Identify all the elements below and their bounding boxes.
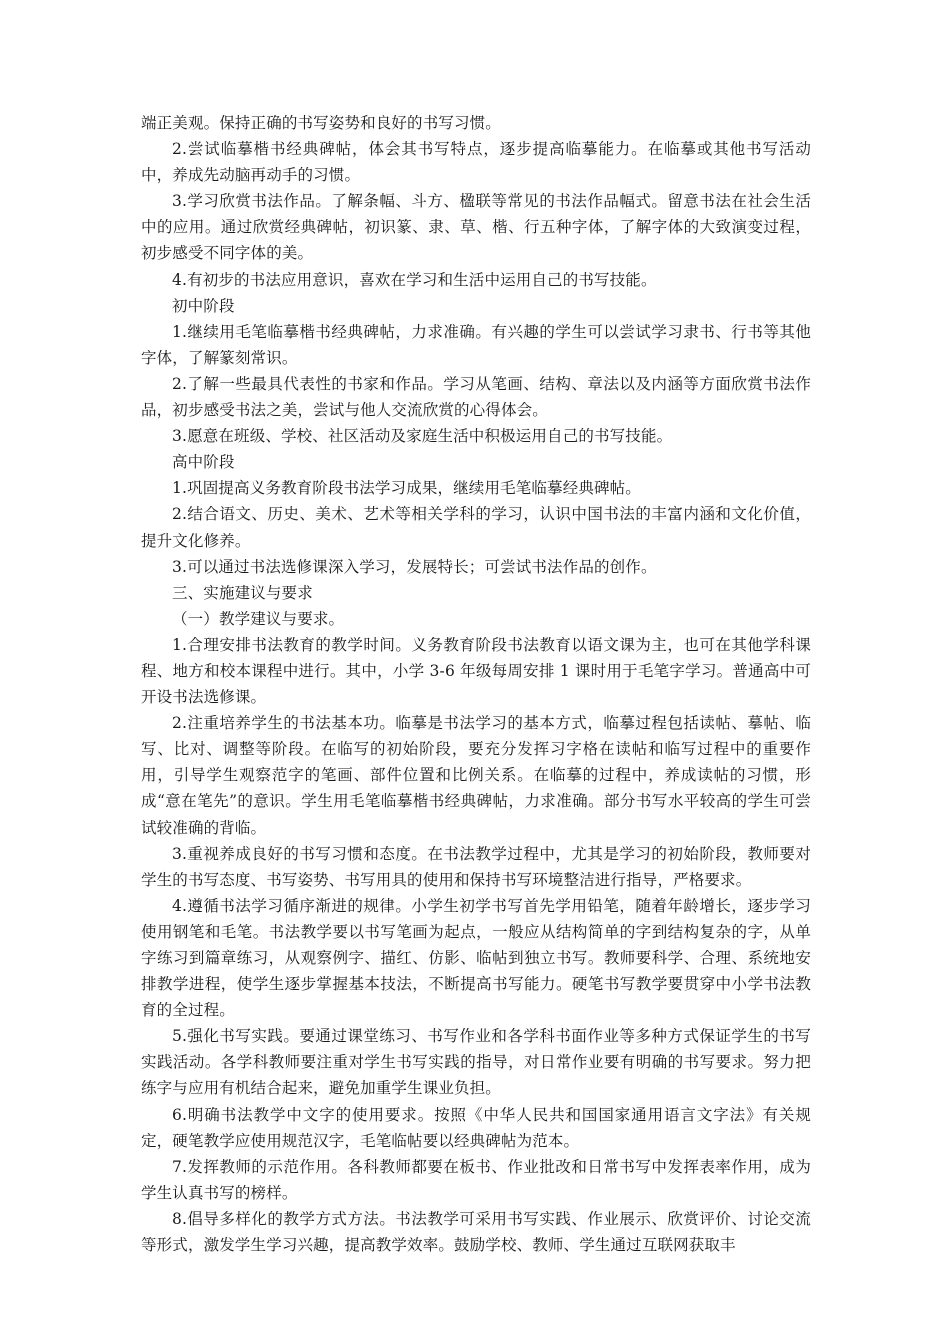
section-heading: 三、实施建议与要求 <box>172 583 313 602</box>
paragraph: 端正美观。保持正确的书写姿势和良好的书写习惯。 <box>141 114 501 132</box>
section-heading: 初中阶段 <box>172 296 235 315</box>
paragraph: 3.学习欣赏书法作品。了解条幅、斗方、楹联等常见的书法作品幅式。留意书法在社会生活中的应用。通过欣赏经典碑帖，初识篆、隶、草、楷、行五种字体，了解字体的大致演变过程，初步感受不同字体的美。 <box>141 192 811 263</box>
paragraph: 3.重视养成良好的书写习惯和态度。在书法教学过程中，尤其是学习的初始阶段，教师要对学生的书写态度、书写姿势、书写用具的使用和保持书写环境整洁进行指导，严格要求。 <box>141 844 811 889</box>
paragraph: 2.结合语文、历史、美术、艺术等相关学科的学习，认识中国书法的丰富内涵和文化价值，提升文化修养。 <box>141 505 811 550</box>
paragraph: 2.了解一些最具代表性的书家和作品。学习从笔画、结构、章法以及内涵等方面欣赏书法作品，初步感受书法之美，尝试与他人交流欣赏的心得体会。 <box>141 374 811 420</box>
paragraph: 1.继续用毛笔临摹楷书经典碑帖，力求准确。有兴趣的学生可以尝试学习隶书、行书等其他字体，了解篆刻常识。 <box>141 322 811 367</box>
paragraph: 1.巩固提高义务教育阶段书法学习成果，继续用毛笔临摹经典碑帖。 <box>172 479 641 498</box>
subsection-heading: （一）教学建议与要求。 <box>172 609 345 628</box>
paragraph: 4.遵循书法学习循序渐进的规律。小学生初学书写首先学用铅笔，随着年龄增长，逐步学习使用钢笔和毛笔。书法教学要以书写笔画为起点，一般应从结构简单的字到结构复杂的字，从单字练习到篇章练习，从观察例字、描红、仿影、临帖到独立书写。教师要科学、合理、系统地安排教学进程，使学生逐步掌握基本技法，不断提高书写能力。硬笔书写教学要贯穿中小学书法教育的全过程。 <box>141 896 811 1020</box>
paragraph: 3.愿意在班级、学校、社区活动及家庭生活中积极运用自己的书写技能。 <box>172 427 673 446</box>
paragraph: 2.尝试临摹楷书经典碑帖，体会其书写特点，逐步提高临摹能力。在临摹或其他书写活动中，养成先动脑再动手的习惯。 <box>141 140 811 185</box>
section-heading: 高中阶段 <box>172 453 235 472</box>
paragraph: 8.倡导多样化的教学方式方法。书法教学可采用书写实践、作业展示、欣赏评价、讨论交流等形式，激发学生学习兴趣，提高教学效率。鼓励学校、教师、学生通过互联网获取丰 <box>141 1209 811 1255</box>
paragraph: 7.发挥教师的示范作用。各科教师都要在板书、作业批改和日常书写中发挥表率作用，成为学生认真书写的榜样。 <box>141 1157 811 1202</box>
paragraph: 4.有初步的书法应用意识，喜欢在学习和生活中运用自己的书写技能。 <box>172 270 657 289</box>
paragraph: 1.合理安排书法教育的教学时间。义务教育阶段书法教育以语文课为主，也可在其他学科课程、地方和校本课程中进行。其中，小学 3-6 年级每周安排 1 课时用于毛笔字学习。普通高中可开设书法选修课。 <box>141 635 811 707</box>
paragraph: 3.可以通过书法选修课深入学习，发展特长；可尝试书法作品的创作。 <box>172 557 657 576</box>
paragraph: 6.明确书法教学中文字的使用要求。按照《中华人民共和国国家通用语言文字法》有关规定，硬笔教学应使用规范汉字，毛笔临帖要以经典碑帖为范本。 <box>141 1105 811 1150</box>
paragraph: 5.强化书写实践。要通过课堂练习、书写作业和各学科书面作业等多种方式保证学生的书写实践活动。各学科教师要注重对学生书写实践的指导，对日常作业要有明确的书写要求。努力把练字与应用有机结合起来，避免加重学生课业负担。 <box>141 1027 811 1098</box>
paragraph: 2.注重培养学生的书法基本功。临摹是书法学习的基本方式，临摹过程包括读帖、摹帖、临写、比对、调整等阶段。在临写的初始阶段，要充分发挥习字格在读帖和临写过程中的重要作用，引导学生观察范字的笔画、部件位置和比例关系。在临摹的过程中，养成读帖的习惯，形成“意在笔先”的意识。学生用毛笔临摹楷书经典碑帖，力求准确。部分书写水平较高的学生可尝试较准确的背临。 <box>141 714 811 837</box>
document-body <box>141 110 811 1258</box>
